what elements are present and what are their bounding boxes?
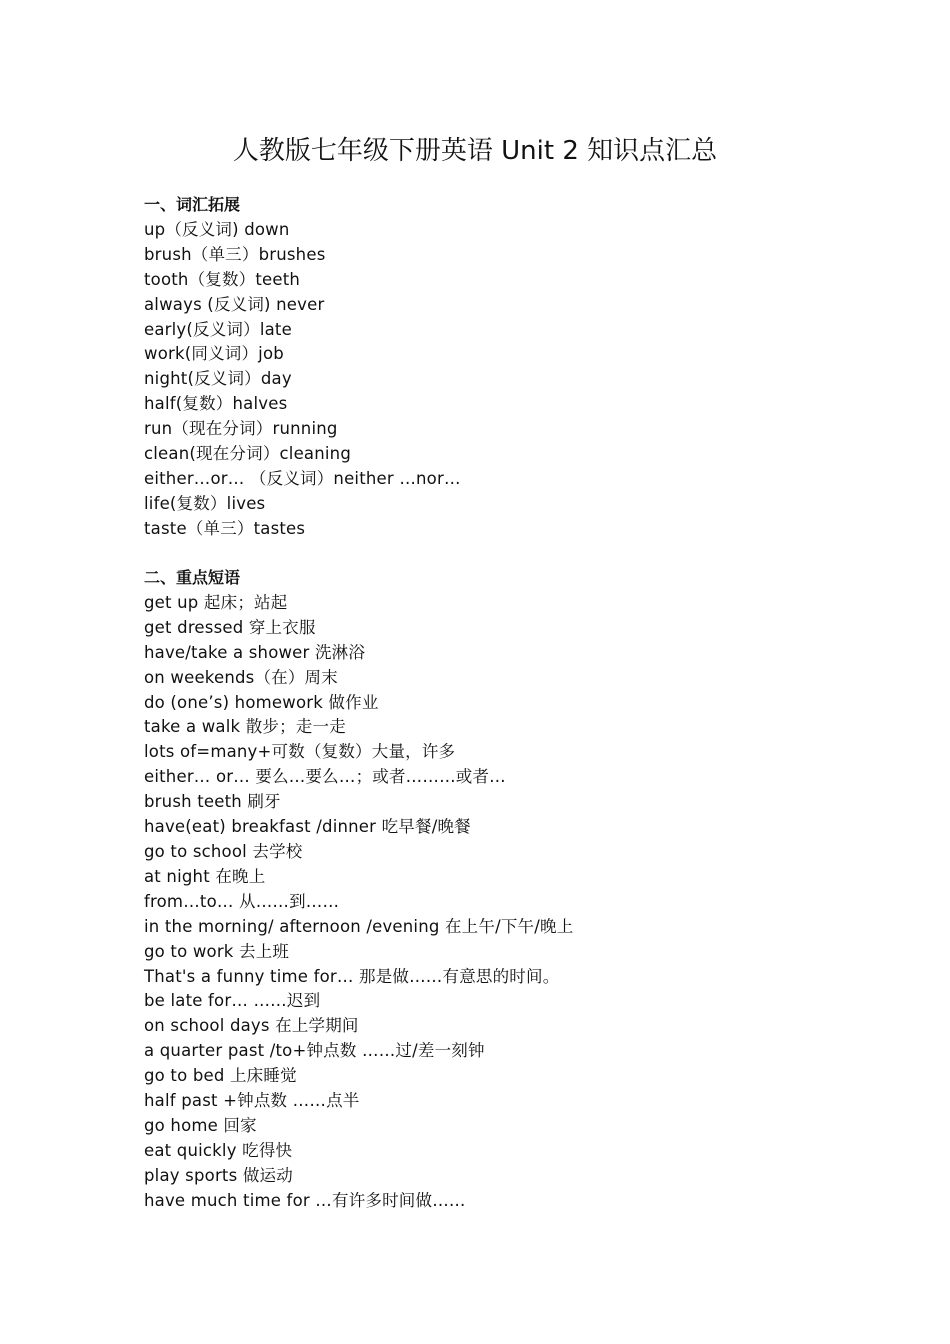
phrase-item: eat quickly 吃得快 [144, 1140, 293, 1160]
vocabulary-section [144, 193, 844, 542]
vocabulary-item: run（现在分词）running [144, 419, 338, 439]
vocabulary-item: brush（单三）brushes [144, 244, 326, 264]
vocabulary-list [144, 218, 844, 542]
phrase-item: a quarter past /to+钟点数 ……过/差一刻钟 [144, 1041, 485, 1061]
vocabulary-item: up（反义词) down [144, 219, 290, 239]
phrase-item: get dressed 穿上衣服 [144, 617, 316, 637]
phrase-item: be late for… ……迟到 [144, 991, 321, 1011]
document-title: 人教版七年级下册英语 Unit 2 知识点汇总 [232, 136, 718, 166]
phrases-list [144, 591, 844, 1214]
phrase-item: go to work 去上班 [144, 941, 290, 961]
phrase-item: have(eat) breakfast /dinner 吃早餐/晚餐 [144, 817, 471, 837]
phrase-item: either… or… 要么…要么…；或者………或者… [144, 767, 506, 787]
section-heading-vocabulary: 一、词汇拓展 [144, 195, 241, 214]
phrase-item: in the morning/ afternoon /evening 在上午/下午/晚上 [144, 916, 574, 936]
phrase-item: go to school 去学校 [144, 841, 303, 861]
phrase-item: go to bed 上床睡觉 [144, 1066, 297, 1086]
vocabulary-item: always (反义词) never [144, 294, 325, 314]
phrase-item: take a walk 散步；走一走 [144, 717, 346, 737]
phrase-item: from…to… 从……到…… [144, 891, 340, 911]
vocabulary-item: half(复数）halves [144, 394, 288, 414]
phrase-item: have much time for …有许多时间做…… [144, 1190, 466, 1210]
phrase-item: go home 回家 [144, 1115, 257, 1135]
vocabulary-item: work(同义词）job [144, 344, 284, 364]
vocabulary-item: life(复数）lives [144, 493, 266, 513]
phrase-item: play sports 做运动 [144, 1165, 293, 1185]
phrase-item: brush teeth 刷牙 [144, 792, 281, 812]
phrase-item: That's a funny time for… 那是做……有意思的时间。 [144, 966, 560, 986]
phrase-item: on school days 在上学期间 [144, 1016, 359, 1036]
phrases-section [144, 566, 844, 1214]
phrase-item: lots of=many+可数（复数）大量，许多 [144, 742, 456, 762]
phrase-item: at night 在晚上 [144, 866, 266, 886]
vocabulary-item: either…or… （反义词）neither …nor… [144, 468, 461, 488]
vocabulary-item: taste（单三）tastes [144, 518, 306, 538]
phrase-item: on weekends（在）周末 [144, 667, 338, 687]
section-heading-phrases: 二、重点短语 [144, 568, 241, 587]
phrase-item: half past +钟点数 ……点半 [144, 1091, 360, 1111]
vocabulary-item: clean(现在分词）cleaning [144, 444, 352, 464]
phrase-item: get up 起床；站起 [144, 592, 288, 612]
vocabulary-item: tooth（复数）teeth [144, 269, 301, 289]
phrase-item: do (one’s) homework 做作业 [144, 692, 379, 712]
vocabulary-item: night(反义词）day [144, 369, 292, 389]
vocabulary-item: early(反义词）late [144, 319, 292, 339]
phrase-item: have/take a shower 洗淋浴 [144, 642, 366, 662]
